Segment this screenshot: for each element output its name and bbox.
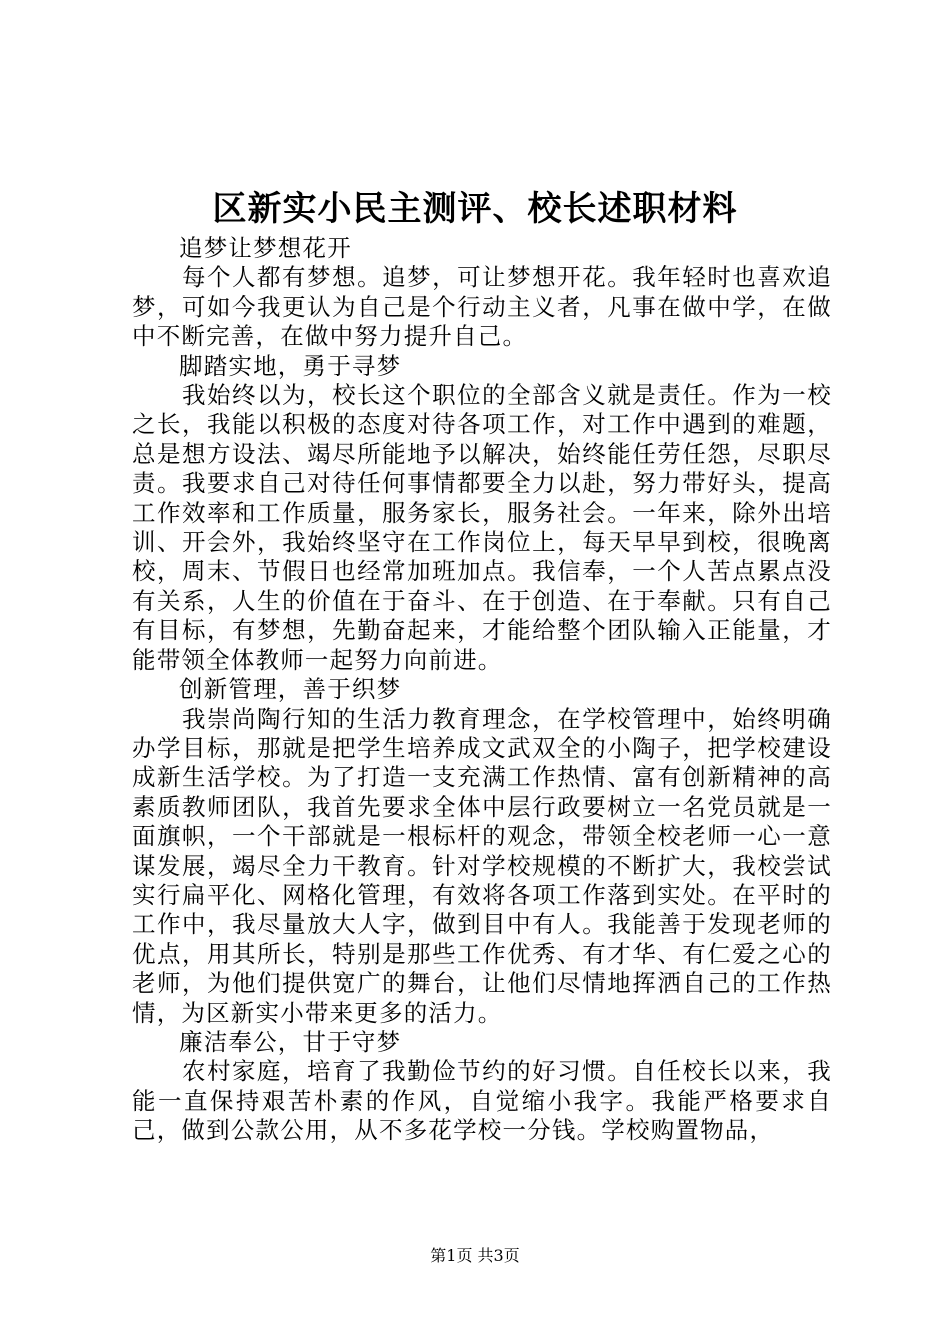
section-paragraph: 每个人都有梦想。追梦，可让梦想开花。我年轻时也喜欢追梦，可如今我更认为自己是个行动主义者，凡事在做中学，在做中不断完善，在做中努力提升自己。 — [132, 263, 832, 351]
page-number-footer: 第1页 共3页 — [430, 1246, 520, 1265]
section-heading: 廉洁奉公，甘于守梦 — [179, 1027, 402, 1056]
section-paragraph: 我始终以为，校长这个职位的全部含义就是责任。作为一校之长，我能以积极的态度对待各项工作，对工作中遇到的难题，总是想方设法、竭尽所能地予以解决，始终能任劳任怨，尽职尽责。我要求自己对待任何事情都要全力以赴，努力带好头，提高工作效率和工作质量，服务家长，服务社会。一年来，除外出培训、开会外，我始终坚守在工作岗位上，每天早早到校，很晚离校，周末、节假日也经常加班加点。我信奉，一个人苦点累点没有关系，人生的价值在于奋斗、在于创造、在于奉献。只有自己有目标，有梦想，先勤奋起来，才能给整个团队输入正能量，才能带领全体教师一起努力向前进。 — [132, 381, 832, 674]
document-title: 区新实小民主测评、校长述职材料 — [212, 189, 738, 229]
section-paragraph: 农村家庭，培育了我勤俭节约的好习惯。自任校长以来，我能一直保持艰苦朴素的作风，自觉缩小我字。我能严格要求自己，做到公款公用，从不多花学校一分钱。学校购置物品， — [132, 1057, 832, 1145]
section-paragraph: 我崇尚陶行知的生活力教育理念，在学校管理中，始终明确办学目标，那就是把学生培养成文武双全的小陶子，把学校建设成新生活学校。为了打造一支充满工作热情、富有创新精神的高素质教师团队，我首先要求全体中层行政要树立一名党员就是一面旗帜，一个干部就是一根标杆的观念，带领全校老师一心一意谋发展，竭尽全力干教育。针对学校规模的不断扩大，我校尝试实行扁平化、网格化管理，有效将各项工作落到实处。在平时的工作中，我尽量放大人字，做到目中有人。我能善于发现老师的优点，用其所长，特别是那些工作优秀、有才华、有仁爱之心的老师，为他们提供宽广的舞台，让他们尽情地挥洒自己的工作热情，为区新实小带来更多的活力。 — [132, 704, 832, 1027]
document-body — [132, 234, 832, 1146]
section-heading: 追梦让梦想花开 — [179, 234, 352, 262]
section-heading: 创新管理，善于织梦 — [179, 675, 402, 704]
section-heading: 脚踏实地，勇于寻梦 — [179, 351, 402, 380]
